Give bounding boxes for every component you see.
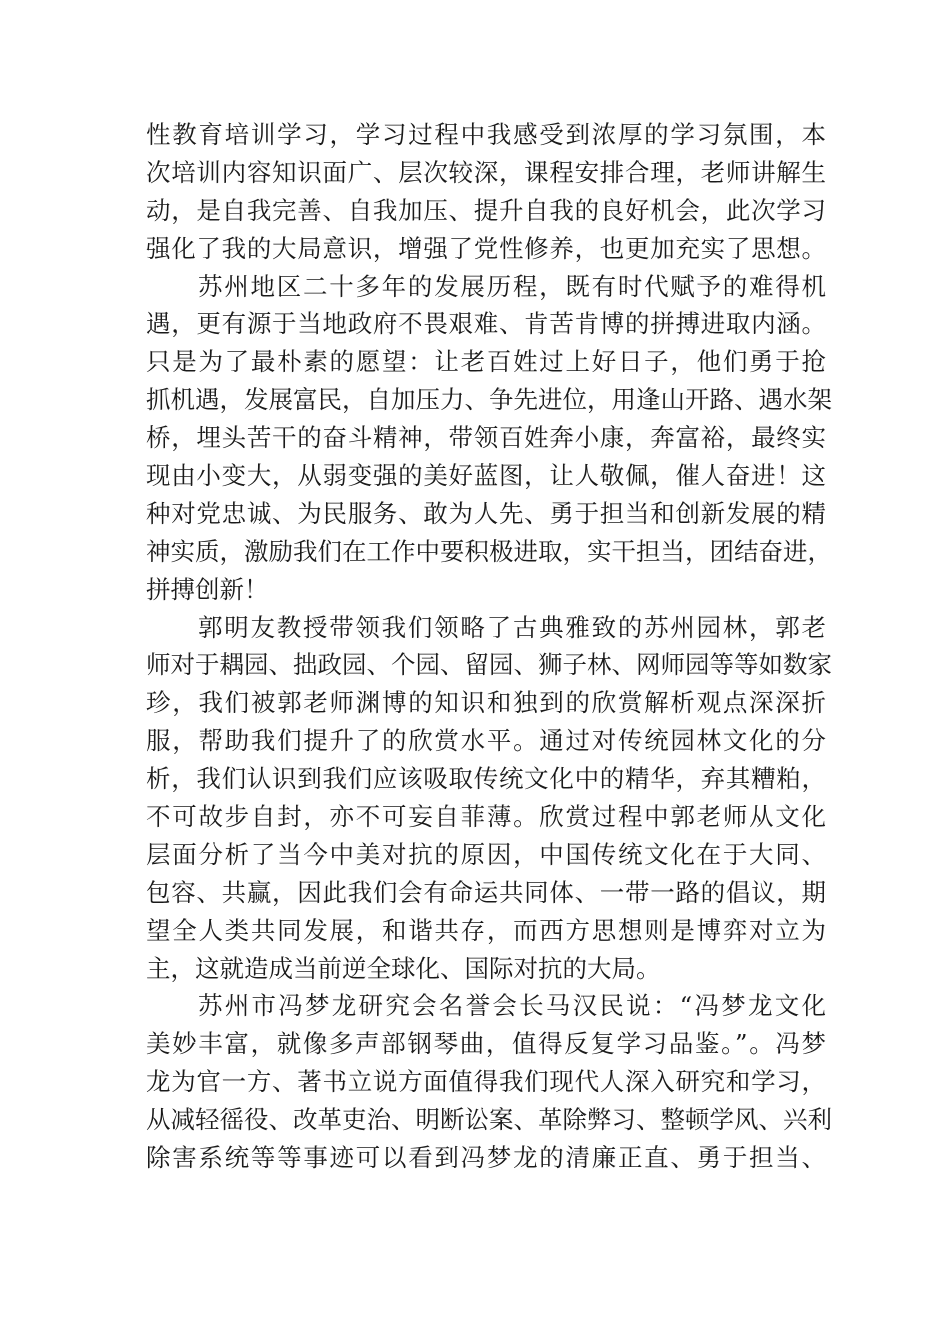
text-line: 望全人类共同发展，和谐共存，而西方思想则是博弈对立为 — [146, 915, 826, 945]
document-body — [146, 116, 832, 1177]
text-line: 不可故步自封，亦不可妄自菲薄。欣赏过程中郭老师从文化 — [146, 802, 826, 832]
text-line: 师对于耦园、拙政园、个园、留园、狮子林、网师园等等如数家 — [146, 650, 832, 680]
text-line: 析，我们认识到我们应该吸取传统文化中的精华，弃其糟粕， — [146, 764, 826, 794]
text-line: 拼搏创新！ — [146, 574, 269, 604]
text-line: 强化了我的大局意识，增强了党性修养，也更加充实了思想。 — [146, 233, 826, 263]
paragraph-1 — [146, 116, 826, 268]
text-line: 主，这就造成当前逆全球化、国际对抗的大局。 — [146, 953, 661, 983]
text-line: 现由小变大，从弱变强的美好蓝图，让人敬佩，催人奋进！这 — [146, 461, 826, 491]
text-line: 珍，我们被郭老师渊博的知识和独到的欣赏解析观点深深折 — [146, 688, 826, 718]
text-line: 服，帮助我们提升了的欣赏水平。通过对传统园林文化的分 — [146, 726, 826, 756]
paragraph-2 — [146, 268, 832, 609]
text-line: 包容、共赢，因此我们会有命运共同体、一带一路的倡议，期 — [146, 877, 826, 907]
paragraph-3 — [146, 609, 832, 988]
text-line: 苏州地区二十多年的发展历程，既有时代赋予的难得机 — [198, 271, 826, 301]
text-line: 除害系统等等事迹可以看到冯梦龙的清廉正直、勇于担当、 — [146, 1143, 826, 1173]
text-line: 性教育培训学习，学习过程中我感受到浓厚的学习氛围，本 — [146, 120, 826, 149]
text-line: 只是为了最朴素的愿望：让老百姓过上好日子，他们勇于抢 — [146, 347, 826, 377]
text-line: 神实质，激励我们在工作中要积极进取，实干担当，团结奋进， — [146, 536, 832, 566]
paragraph-4 — [146, 987, 832, 1176]
text-line: 层面分析了当今中美对抗的原因，中国传统文化在于大同、 — [146, 839, 826, 869]
text-line: 种对党忠诚、为民服务、敢为人先、勇于担当和创新发展的精 — [146, 498, 826, 528]
text-line: 美妙丰富，就像多声部钢琴曲，值得反复学习品鉴。”。冯梦 — [146, 1029, 826, 1059]
text-line: 郭明友教授带领我们领略了古典雅致的苏州园林，郭老 — [198, 612, 826, 642]
text-line: 抓机遇，发展富民，自加压力、争先进位，用逢山开路、遇水架 — [146, 385, 832, 415]
text-line: 龙为官一方、著书立说方面值得我们现代人深入研究和学习， — [146, 1067, 826, 1097]
text-line: 桥，埋头苦干的奋斗精神，带领百姓奔小康，奔富裕，最终实 — [146, 423, 826, 453]
text-line: 从减轻徭役、改革吏治、明断讼案、革除弊习、整顿学风、兴利 — [146, 1105, 832, 1135]
text-line: 遇，更有源于当地政府不畏艰难、肯苦肯博的拼搏进取内涵。 — [146, 309, 826, 339]
text-line: 次培训内容知识面广、层次较深，课程安排合理，老师讲解生 — [146, 157, 826, 187]
text-line: 苏州市冯梦龙研究会名誉会长马汉民说：“冯梦龙文化 — [198, 991, 826, 1021]
text-line: 动，是自我完善、自我加压、提升自我的良好机会，此次学习 — [146, 195, 826, 225]
